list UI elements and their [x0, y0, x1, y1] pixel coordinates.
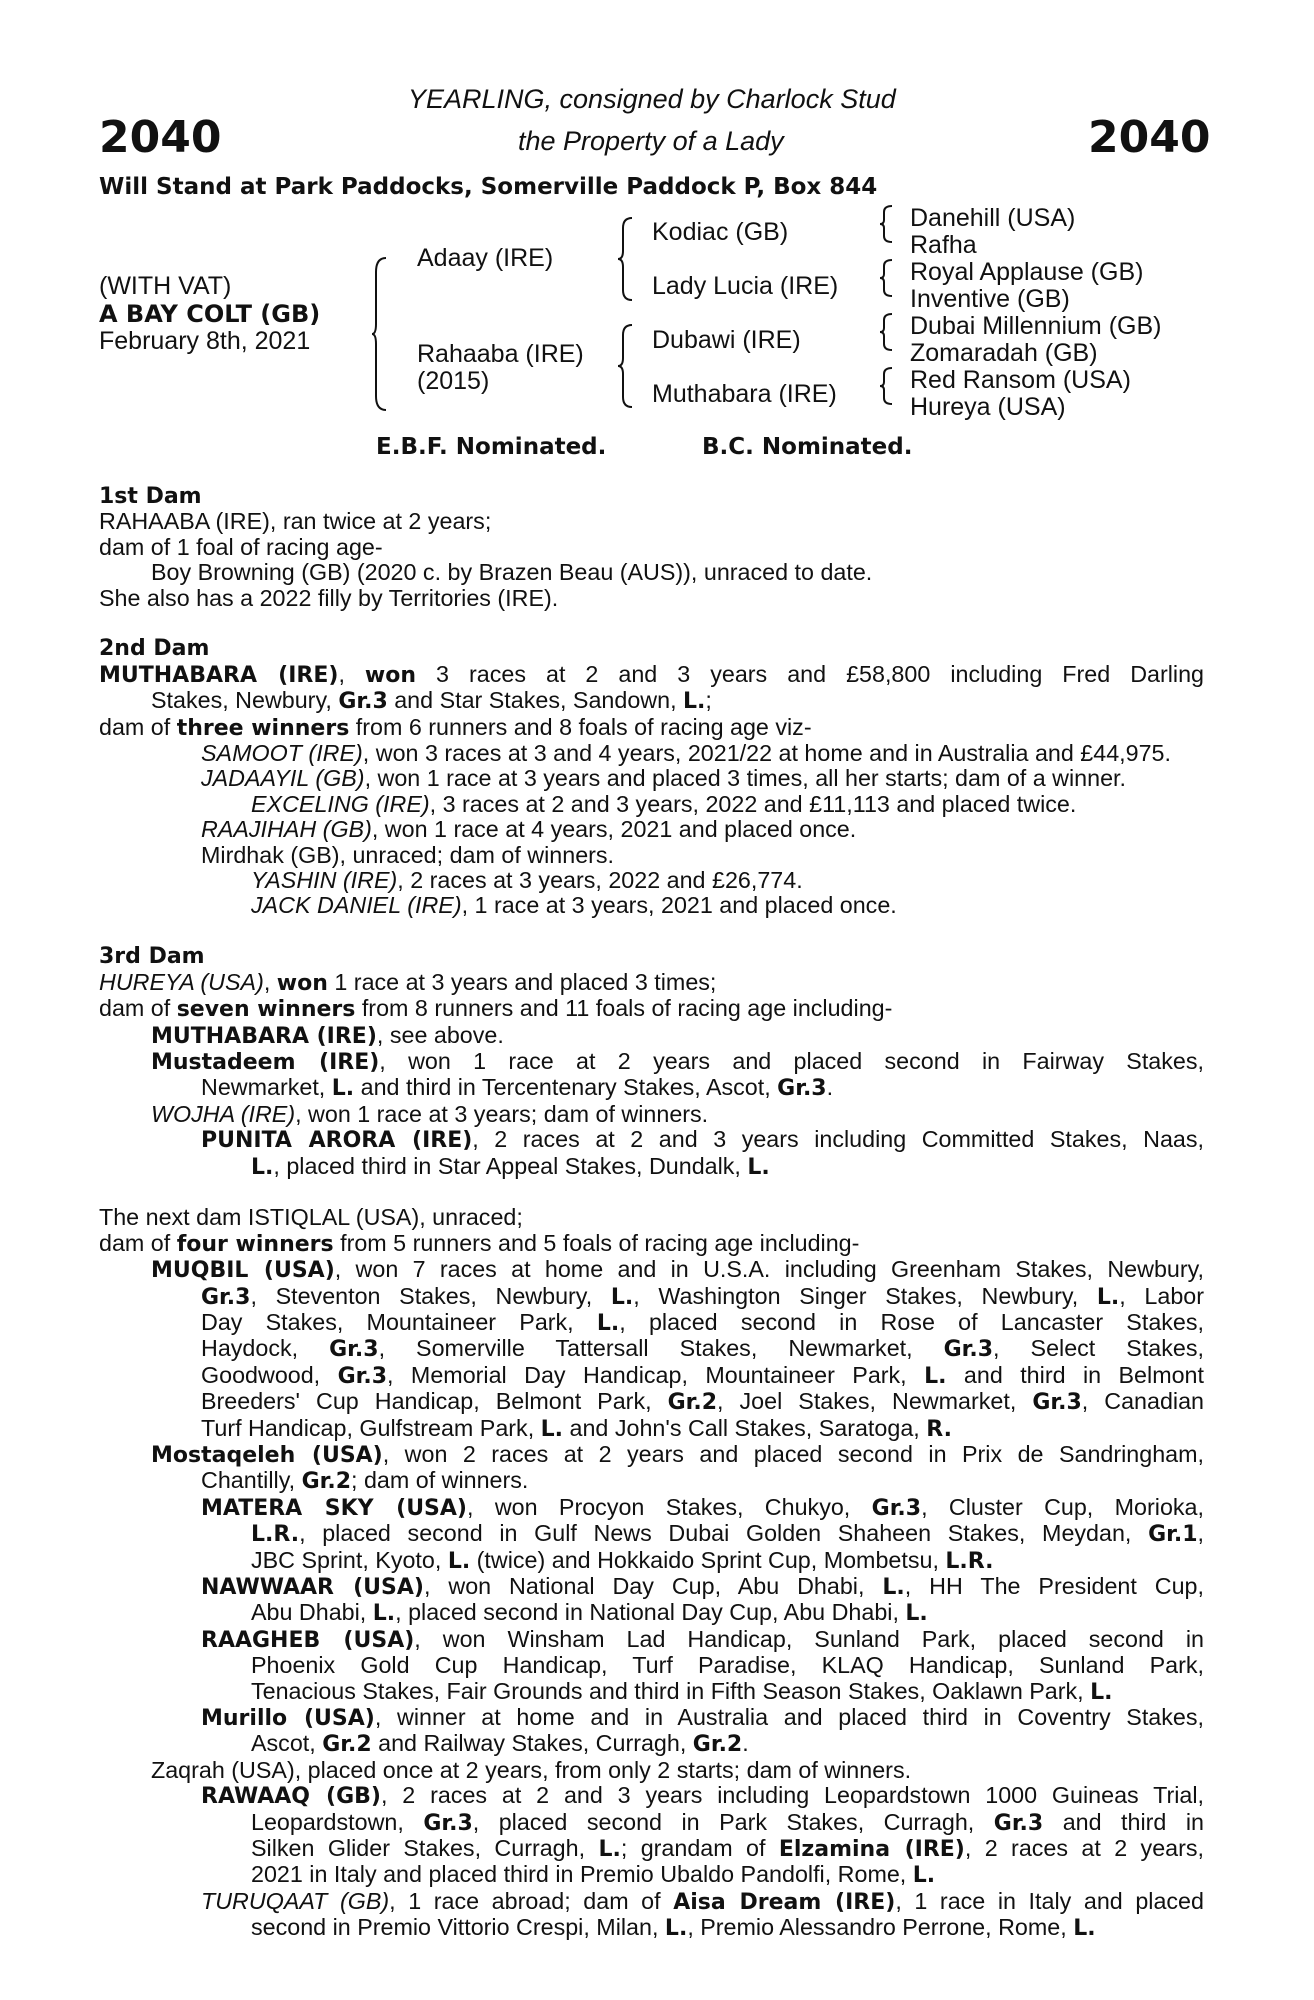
next-dam-line: TURUQAAT (GB), 1 race abroad; dam of Aisa Dream (IRE), 1 race in Italy and placed [201, 1887, 1204, 1915]
consignment-line: YEARLING, consigned by Charlock Stud [408, 84, 896, 114]
next-dam-line: Haydock, Gr.3, Somerville Tattersall Stakes, Newmarket, Gr.3, Select Stakes, [201, 1335, 1204, 1363]
next-dam-line: Mostaqeleh (USA), won 2 races at 2 years and placed second in Prix de Sandringham, [151, 1440, 1204, 1468]
next-dam-line: JBC Sprint, Kyoto, L. (twice) and Hokkaido Sprint Cup, Mombetsu, L.R. [251, 1546, 994, 1574]
next-dam-line: Day Stakes, Mountaineer Park, L., placed second in Rose of Lancaster Stakes, [201, 1308, 1204, 1336]
second-dam-line: Stakes, Newbury, Gr.3 and Star Stakes, Sandown, L.; [151, 687, 712, 715]
horse-name: A BAY COLT (GB) [99, 300, 321, 328]
ebf-nomination: E.B.F. Nominated. [376, 434, 607, 460]
next-dam-line: Gr.3, Steventon Stakes, Newbury, L., Washington Singer Stakes, Newbury, L., Labor [201, 1282, 1205, 1310]
second-dam-line: YASHIN (IRE), 2 races at 3 years, 2022 and £26,774. [251, 867, 803, 894]
pedigree-sire-dam: Lady Lucia (IRE) [652, 272, 839, 300]
catalogue-body [99, 484, 1204, 1942]
second-dam-line: JADAAYIL (GB), won 1 race at 3 years and placed 3 times, all her starts; dam of a winner. [201, 765, 1126, 792]
second-dam-line: MUTHABARA (IRE), won 3 races at 2 and 3 years and £58,800 including Fred Darling [99, 660, 1204, 688]
pedigree-dam-sire: Dubawi (IRE) [652, 326, 801, 354]
third-dam-line: L., placed third in Star Appeal Stakes, Dundalk, L. [251, 1152, 770, 1180]
next-dam-line: second in Premio Vittorio Crespi, Milan, L., Premio Alessandro Perrone, Rome, L. [251, 1914, 1096, 1942]
pedigree-dam-dam: Muthabara (IRE) [652, 380, 837, 408]
pedigree-brace-g1 [880, 206, 896, 242]
second-dam-line: dam of three winners from 6 runners and 8 foals of racing age viz- [99, 713, 812, 741]
third-dam-line: WOJHA (IRE), won 1 race at 3 years; dam of winners. [151, 1100, 709, 1127]
first-dam-heading: 1st Dam [99, 484, 202, 509]
next-dam-line: Chantilly, Gr.2; dam of winners. [201, 1467, 529, 1495]
second-dam-heading: 2nd Dam [99, 636, 210, 662]
pedigree-brace-g4 [880, 368, 896, 404]
next-dam-line: Turf Handicap, Gulfstream Park, L. and John's Call Stakes, Saratoga, R. [201, 1414, 952, 1442]
next-dam-line: Breeders' Cup Handicap, Belmont Park, Gr.2, Joel Stakes, Newmarket, Gr.3, Canadian [201, 1388, 1205, 1416]
first-dam-line: She also has a 2022 filly by Territories (IRE). [99, 584, 559, 611]
first-dam-line: dam of 1 foal of racing age- [99, 533, 383, 560]
pedigree-brace-g2 [880, 260, 896, 296]
pedigree-dam-year: (2015) [417, 367, 490, 395]
third-dam-line: PUNITA ARORA (IRE), 2 races at 2 and 3 years including Committed Stakes, Naas, [201, 1126, 1204, 1154]
next-dam-line: Abu Dhabi, L., placed second in National Day Cup, Abu Dhabi, L. [251, 1599, 928, 1627]
vat-note: (WITH VAT) [99, 272, 232, 300]
first-dam-line: Boy Browning (GB) (2020 c. by Brazen Beau (AUS)), unraced to date. [151, 559, 873, 586]
lot-number-left: 2040 [99, 112, 222, 163]
pedigree-g7: Red Ransom (USA) [910, 366, 1131, 394]
pedigree-g1: Danehill (USA) [910, 204, 1076, 232]
next-dam-line: RAWAAQ (GB), 2 races at 2 and 3 years including Leopardstown 1000 Guineas Trial, [201, 1782, 1205, 1810]
next-dam-line: L.R., placed second in Gulf News Dubai Golden Shaheen Stakes, Meydan, Gr.1, [251, 1520, 1204, 1548]
next-dam-line: Silken Glider Stakes, Curragh, L.; grandam of Elzamina (IRE), 2 races at 2 years, [251, 1835, 1204, 1863]
bc-nomination: B.C. Nominated. [702, 434, 913, 460]
pedigree-sire-sire: Kodiac (GB) [652, 218, 789, 246]
pedigree-g4: Inventive (GB) [910, 285, 1070, 313]
next-dam-line: Phoenix Gold Cup Handicap, Turf Paradise, KLAQ Handicap, Sunland Park, [251, 1652, 1204, 1679]
second-dam-line: SAMOOT (IRE), won 3 races at 3 and 4 years, 2021/22 at home and in Australia and £44,975. [201, 740, 1171, 767]
next-dam-line: Murillo (USA), winner at home and in Australia and placed third in Coventry Stakes, [201, 1704, 1204, 1732]
next-dam-line: RAAGHEB (USA), won Winsham Lad Handicap, Sunland Park, placed second in [201, 1625, 1204, 1653]
second-dam-line: RAAJIHAH (GB), won 1 race at 4 years, 2021 and placed once. [201, 816, 857, 843]
second-dam-line: Mirdhak (GB), unraced; dam of winners. [201, 841, 615, 868]
stand-location: Will Stand at Park Paddocks, Somerville Paddock P, Box 844 [99, 174, 878, 200]
third-dam-line: MUTHABARA (IRE), see above. [151, 1021, 504, 1049]
next-dam-line: dam of four winners from 5 runners and 5 foals of racing age including- [99, 1229, 860, 1257]
third-dam-line: Newmarket, L. and third in Tercentenary Stakes, Ascot, Gr.3. [201, 1074, 834, 1102]
next-dam-line: MATERA SKY (USA), won Procyon Stakes, Chukyo, Gr.3, Cluster Cup, Morioka, [201, 1493, 1204, 1521]
pedigree-g5: Dubai Millennium (GB) [910, 312, 1162, 340]
first-dam-line: RAHAABA (IRE), ran twice at 2 years; [99, 508, 492, 535]
property-line: the Property of a Lady [518, 126, 784, 156]
next-dam-line: Goodwood, Gr.3, Memorial Day Handicap, Mountaineer Park, L. and third in Belmont [201, 1361, 1204, 1389]
next-dam-line: Ascot, Gr.2 and Railway Stakes, Curragh, Gr.2. [251, 1730, 749, 1758]
pedigree-g3: Royal Applause (GB) [910, 258, 1144, 286]
next-dam-line: Leopardstown, Gr.3, placed second in Park Stakes, Curragh, Gr.3 and third in [251, 1808, 1204, 1836]
third-dam-heading: 3rd Dam [99, 944, 205, 970]
third-dam-line: Mustadeem (IRE), won 1 race at 2 years and placed second in Fairway Stakes, [151, 1047, 1204, 1075]
next-dam-line: 2021 in Italy and placed third in Premio Ubaldo Pandolfi, Rome, L. [251, 1861, 936, 1889]
pedigree-g8: Hureya (USA) [910, 393, 1066, 421]
pedigree-g2: Rafha [910, 231, 977, 259]
next-dam-line: MUQBIL (USA), won 7 races at home and in U.S.A. including Greenham Stakes, Newbury, [151, 1256, 1205, 1284]
pedigree-sire: Adaay (IRE) [417, 244, 554, 272]
pedigree-brace-main [372, 258, 392, 410]
pedigree-dam: Rahaaba (IRE) [417, 340, 584, 368]
foaling-date: February 8th, 2021 [99, 327, 311, 355]
next-dam-line: Zaqrah (USA), placed once at 2 years, from only 2 starts; dam of winners. [151, 1756, 912, 1783]
pedigree-g6: Zomaradah (GB) [910, 339, 1098, 367]
pedigree-brace-dam [618, 325, 638, 407]
pedigree-brace-sire [618, 218, 638, 300]
next-dam-line: NAWWAAR (USA), won National Day Cup, Abu Dhabi, L., HH The President Cup, [201, 1573, 1204, 1601]
next-dam-line: The next dam ISTIQLAL (USA), unraced; [99, 1204, 523, 1231]
second-dam-line: JACK DANIEL (IRE), 1 race at 3 years, 2021 and placed once. [251, 892, 897, 919]
next-dam-line: Tenacious Stakes, Fair Grounds and third in Fifth Season Stakes, Oaklawn Park, L. [251, 1677, 1113, 1705]
third-dam-line: dam of seven winners from 8 runners and 11 foals of racing age including- [99, 995, 893, 1023]
pedigree-brace-g3 [880, 314, 896, 350]
lot-number-right: 2040 [1088, 112, 1211, 163]
third-dam-line: HUREYA (USA), won 1 race at 3 years and placed 3 times; [99, 968, 717, 996]
second-dam-line: EXCELING (IRE), 3 races at 2 and 3 years, 2022 and £11,113 and placed twice. [251, 790, 1077, 817]
